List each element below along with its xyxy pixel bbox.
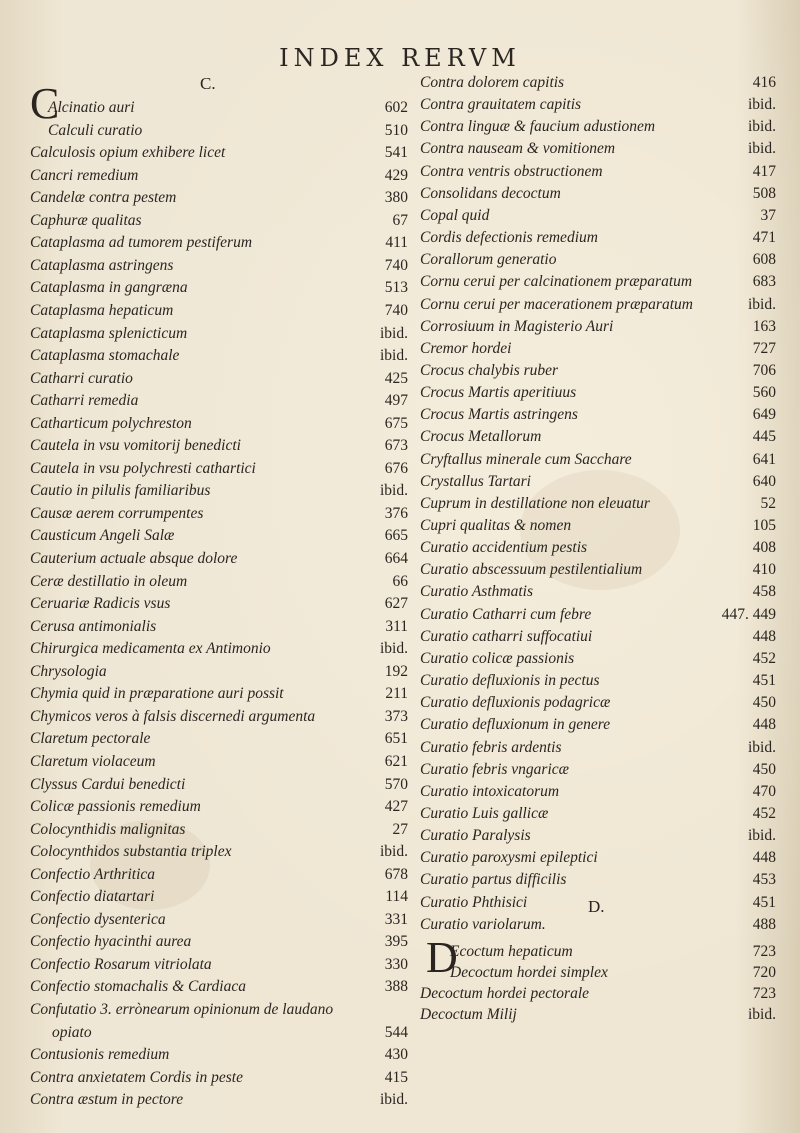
index-entry: [30, 232, 408, 254]
entry-page: 641: [752, 450, 776, 468]
entry-text: Contra anxietatem Cordis in peste: [30, 1068, 243, 1086]
entry-page: 664: [384, 550, 408, 567]
entry-text: Copal quid: [420, 206, 490, 224]
index-entry: [30, 638, 408, 660]
entry-text: Cataplasma ad tumorem pestiferum: [30, 234, 253, 252]
index-entry: [30, 390, 408, 412]
entry-text: Cautio in pilulis familiaribus: [30, 482, 211, 500]
entry-page: 67: [392, 211, 408, 229]
entry-page: ibid.: [748, 738, 776, 756]
entry-text: Decoctum hordei simplex: [450, 964, 608, 981]
entry-text: Cryftallus minerale cum Sacchare: [420, 450, 632, 468]
index-entry: [30, 503, 408, 525]
entry-text: Cupri qualitas & nomen: [420, 517, 572, 534]
entry-page: 673: [384, 437, 408, 455]
index-entry: [420, 183, 776, 205]
index-entry: [420, 94, 776, 116]
index-entry: [420, 426, 776, 448]
entry-text: Curatio abscessuum pestilentialium: [420, 561, 643, 579]
page-header: INDEX RERVM: [279, 44, 521, 72]
entry-text: Crocus chalybis ruber: [420, 361, 559, 379]
index-entry: [420, 803, 776, 825]
entry-text: Contra linguæ & faucium adustionem: [420, 118, 656, 136]
entry-page: 376: [384, 504, 408, 522]
entry-page: 429: [384, 166, 408, 184]
entry-page: 448: [752, 716, 776, 734]
entry-page: 723: [752, 943, 776, 960]
entry-page: 415: [384, 1068, 408, 1086]
entry-text: Chirurgica medicamenta ex Antimonio: [30, 640, 271, 658]
index-entry: [30, 841, 408, 863]
entry-page: 740: [384, 301, 408, 319]
index-entry: [420, 316, 776, 338]
entry-text: Catharri curatio: [30, 369, 133, 387]
entry-page: 192: [384, 662, 408, 680]
entry-page: 311: [385, 617, 408, 635]
index-entry: [30, 819, 408, 841]
entry-page: 373: [384, 707, 408, 725]
entry-text: Caphuræ qualitas: [30, 211, 142, 229]
index-entry: [420, 72, 776, 94]
entry-text: Contusionis remedium: [30, 1046, 170, 1064]
entry-page: 727: [752, 339, 776, 357]
entry-text: Curatio defluxionis in pectus: [420, 672, 600, 690]
index-entry: [420, 983, 776, 1005]
entry-page: 163: [752, 317, 776, 335]
index-entry: [30, 999, 408, 1021]
entry-text: Ceræ destillatio in oleum: [30, 572, 188, 590]
index-entry: [420, 294, 776, 316]
entry-page: 395: [384, 933, 408, 951]
entry-page: 627: [384, 595, 408, 613]
index-entry: [420, 161, 776, 183]
entry-page: 453: [752, 871, 776, 889]
index-entry: [420, 847, 776, 869]
entry-page: 488: [752, 915, 776, 933]
entry-page: 452: [752, 649, 776, 667]
dropcap-c: C: [30, 79, 60, 128]
index-entry: [420, 515, 776, 537]
index-entry: [30, 909, 408, 931]
entry-text: Corallorum generatio: [420, 251, 557, 269]
index-entry: [30, 751, 408, 773]
entry-page: 448: [752, 849, 776, 867]
entry-page: ibid.: [748, 140, 776, 158]
entry-page: 510: [384, 121, 408, 139]
index-entry: [30, 323, 408, 345]
dropcap-d: D: [426, 933, 458, 982]
entry-text: Cornu cerui per macerationem præparatum: [420, 295, 693, 313]
entry-page: ibid.: [748, 118, 776, 136]
index-entry: [420, 404, 776, 426]
entry-page: 602: [384, 99, 408, 116]
entry-text: Colocynthidos substantia triplex: [30, 843, 232, 861]
entry-page: 380: [384, 189, 408, 207]
entry-page: 683: [752, 273, 776, 291]
entry-text: Curatio febris ardentis: [420, 738, 562, 756]
entry-page: ibid.: [380, 843, 408, 861]
entry-page: 448: [752, 627, 776, 645]
index-entry: [420, 205, 776, 227]
entry-text: Confectio hyacinthi aurea: [30, 933, 192, 951]
entry-text: Catharticum polychreston: [30, 414, 192, 432]
entry-page: 451: [752, 672, 776, 690]
index-entry: [30, 458, 408, 480]
entry-text: Cataplasma astringens: [30, 256, 174, 274]
index-entry: [420, 227, 776, 249]
entry-page: 451: [752, 893, 776, 911]
index-entry: [420, 759, 776, 781]
index-entry: [30, 142, 408, 164]
index-entry: [420, 138, 776, 160]
entry-text: Ceruariæ Radicis vsus: [30, 595, 171, 613]
entry-text: Chymia quid in præparatione auri possit: [30, 685, 284, 703]
entry-text: Curatio Luis gallicæ: [420, 804, 549, 822]
index-entry: [420, 581, 776, 603]
index-entry: [420, 941, 776, 963]
entry-page: 430: [384, 1046, 408, 1064]
index-entry: [30, 525, 408, 547]
entry-text: Colocynthidis malignitas: [30, 820, 186, 838]
entry-text: Curatio paroxysmi epileptici: [420, 849, 598, 867]
index-entry: [30, 300, 408, 322]
entry-text: Contra æstum in pectore: [30, 1091, 184, 1109]
entry-text: Claretum violaceum: [30, 752, 156, 770]
entry-text: Confectio Rosarum vitriolata: [30, 955, 212, 973]
entry-text: Cerusa antimonialis: [30, 617, 157, 635]
index-entry: [420, 962, 776, 984]
entry-text: Curatio intoxicatorum: [420, 782, 560, 800]
index-entry: [30, 616, 408, 638]
entry-text: Confectio Arthritica: [30, 865, 155, 883]
entry-page: 37: [760, 206, 776, 224]
entry-text: Curatio Phthisici: [420, 893, 528, 911]
index-entry: [30, 255, 408, 277]
index-entry: [30, 796, 408, 818]
entry-text: Clyssus Cardui benedicti: [30, 775, 186, 793]
index-entry: [420, 670, 776, 692]
entry-page: 331: [384, 910, 408, 928]
entry-page: ibid.: [380, 347, 408, 365]
entry-page: 513: [384, 279, 408, 297]
entry-text: Corrosiuum in Magisterio Auri: [420, 317, 614, 335]
entry-text: Confectio stomachalis & Cardiaca: [30, 978, 246, 996]
index-entry: [30, 1067, 408, 1089]
entry-page: 608: [752, 251, 776, 269]
entry-text: opiato: [52, 1023, 92, 1041]
entry-page: ibid.: [748, 827, 776, 845]
entry-text: Cornu cerui per calcinationem præparatum: [420, 273, 693, 291]
entry-text: Cauterium actuale absque dolore: [30, 550, 238, 567]
entry-page: 740: [384, 256, 408, 274]
index-entry: [30, 976, 408, 998]
index-entry: [420, 382, 776, 404]
entry-page: 416: [752, 74, 776, 91]
index-entry: [30, 120, 408, 142]
entry-text: Cautela in vsu vomitorij benedicti: [30, 437, 241, 455]
index-entry: [420, 737, 776, 759]
index-entry: [30, 886, 408, 908]
index-entry: [420, 1004, 776, 1026]
index-entry: [30, 548, 408, 570]
index-entry: [420, 781, 776, 803]
entry-page: 544: [384, 1023, 408, 1041]
entry-page: 452: [752, 804, 776, 822]
index-entry: [420, 249, 776, 271]
entry-page: 675: [384, 414, 408, 432]
entry-text: Curatio partus difficilis: [420, 871, 567, 889]
entry-text: Causticum Angeli Salæ: [30, 527, 175, 545]
index-entry: [420, 360, 776, 382]
entry-page: 471: [752, 229, 776, 247]
entry-page: 52: [760, 494, 776, 512]
entry-page: ibid.: [380, 1091, 408, 1109]
index-entry: [30, 774, 408, 796]
index-entry: [30, 661, 408, 683]
index-entry: [420, 648, 776, 670]
entry-text: Cautela in vsu polychresti cathartici: [30, 459, 256, 477]
entry-page: 27: [392, 820, 408, 838]
entry-page: 388: [384, 978, 408, 996]
entry-page: 508: [752, 184, 776, 202]
index-entry: [420, 116, 776, 138]
entry-page: 570: [384, 775, 408, 793]
index-entry: [30, 480, 408, 502]
index-entry: [30, 571, 408, 593]
entry-text: Curatio Paralysis: [420, 827, 531, 845]
entry-page: 560: [752, 384, 776, 402]
entry-page: 640: [752, 472, 776, 490]
entry-text: Curatio colicæ passionis: [420, 649, 575, 667]
index-entry: [420, 626, 776, 648]
index-entry: [30, 187, 408, 209]
section-letter-c: C.: [200, 74, 216, 93]
entry-text: Chrysologia: [30, 662, 107, 680]
entry-text: Decoctum Milij: [420, 1006, 517, 1023]
entry-page: 105: [752, 517, 776, 534]
entry-page: 649: [752, 406, 776, 424]
entry-text: Candelæ contra pestem: [30, 189, 177, 207]
entry-page: 665: [384, 527, 408, 545]
index-entry: [30, 931, 408, 953]
entry-page: ibid.: [380, 640, 408, 658]
index-entry: [420, 869, 776, 891]
entry-page: 678: [384, 865, 408, 883]
entry-page: 417: [752, 162, 776, 180]
index-entry: [420, 493, 776, 515]
entry-text: Crocus Martis astringens: [420, 406, 578, 424]
entry-page: 427: [384, 798, 408, 816]
index-entry: [30, 97, 408, 119]
index-entry: [30, 165, 408, 187]
entry-text: Cuprum in destillatione non eleuatur: [420, 494, 650, 512]
index-entry: [30, 345, 408, 367]
entry-text: Contra nauseam & vomitionem: [420, 140, 616, 158]
entry-page: ibid.: [748, 295, 776, 313]
entry-page: ibid.: [748, 1006, 776, 1023]
entry-text: Cataplasma hepaticum: [30, 301, 174, 319]
entry-text: Curatio accidentium pestis: [420, 539, 588, 557]
index-entry: [420, 338, 776, 360]
index-entry: [420, 714, 776, 736]
entry-page: 330: [384, 955, 408, 973]
entry-page: 706: [752, 361, 776, 379]
index-entry: [420, 471, 776, 493]
entry-text: Cancri remedium: [30, 166, 139, 184]
entry-text: Decoctum hordei pectorale: [420, 985, 590, 1002]
entry-text: Claretum pectorale: [30, 730, 151, 748]
entry-text: Cordis defectionis remedium: [420, 229, 598, 247]
entry-page: 497: [384, 392, 408, 410]
index-entry: [30, 210, 408, 232]
entry-page: 425: [384, 369, 408, 387]
entry-page: 676: [384, 459, 408, 477]
entry-page: 458: [752, 583, 776, 601]
entry-text: Alcinatio auri: [48, 99, 135, 116]
index-entry: [420, 692, 776, 714]
index-entry: [30, 413, 408, 435]
entry-text: Confectio diatartari: [30, 888, 155, 906]
section-letter-d: D.: [588, 897, 605, 916]
index-entry: [30, 728, 408, 750]
entry-page: 114: [385, 888, 408, 906]
entry-text: Colicæ passionis remedium: [30, 798, 201, 816]
entry-text: Cataplasma splenicticum: [30, 324, 188, 342]
entry-text: Curatio defluxionum in genere: [420, 716, 611, 734]
entry-text: Curatio defluxionis podagricæ: [420, 694, 611, 712]
index-entry: [30, 368, 408, 390]
entry-text: Contra dolorem capitis: [420, 74, 565, 91]
entry-page: 541: [384, 144, 408, 162]
entry-page: ibid.: [748, 96, 776, 114]
entry-page: 408: [752, 539, 776, 557]
entry-text: Curatio variolarum.: [420, 915, 546, 933]
entry-text: Chymicos veros à falsis discernedi argumenta: [30, 707, 316, 725]
index-entry: [30, 706, 408, 728]
index-entry: [30, 1089, 408, 1111]
entry-text: Curatio Catharri cum febre: [420, 605, 592, 623]
index-entry: [30, 277, 408, 299]
entry-page: 621: [384, 752, 408, 770]
entry-page: 450: [752, 760, 776, 778]
entry-text: Contra grauitatem capitis: [420, 96, 582, 114]
entry-text: Curatio Asthmatis: [420, 583, 533, 601]
entry-page: 723: [752, 985, 776, 1002]
entry-text: Catharri remedia: [30, 392, 139, 410]
index-entry: [420, 559, 776, 581]
entry-text: Crocus Martis aperitiuus: [420, 384, 577, 402]
index-entry: [30, 864, 408, 886]
entry-text: Cataplasma in gangræna: [30, 279, 188, 297]
index-entry: [30, 1044, 408, 1066]
entry-text: Crocus Metallorum: [420, 428, 542, 446]
index-entry: [420, 271, 776, 293]
entry-page: 470: [752, 782, 776, 800]
index-entry: [30, 435, 408, 457]
index-entry: [420, 449, 776, 471]
index-entry: [420, 825, 776, 847]
entry-text: Calculosis opium exhibere licet: [30, 144, 226, 162]
entry-text: Causæ aerem corrumpentes: [30, 504, 204, 522]
entry-page: 410: [752, 561, 776, 579]
index-entry: [420, 537, 776, 559]
entry-page: 720: [752, 964, 776, 981]
index-entry: [30, 683, 408, 705]
entry-text: Curatio febris vngaricæ: [420, 760, 569, 778]
entry-text: Confutatio 3. errònearum opinionum de laudano: [30, 1001, 334, 1018]
index-entry: [30, 1022, 408, 1044]
index-entry: [30, 593, 408, 615]
entry-page: 66: [392, 572, 408, 590]
entry-page: 411: [385, 234, 408, 252]
entry-text: Ecoctum hepaticum: [450, 943, 573, 960]
index-entry: [30, 954, 408, 976]
entry-text: Consolidans decoctum: [420, 184, 561, 202]
entry-page: ibid.: [380, 482, 408, 500]
entry-page: 211: [385, 685, 408, 703]
index-entry: [420, 604, 776, 626]
entry-page: ibid.: [380, 324, 408, 342]
entry-page: 447. 449: [721, 605, 776, 623]
entry-text: Crystallus Tartari: [420, 472, 531, 490]
entry-page: 445: [752, 428, 776, 446]
entry-text: Cremor hordei: [420, 339, 512, 357]
entry-text: Calculi curatio: [48, 121, 143, 139]
entry-page: 651: [384, 730, 408, 748]
entry-text: Cataplasma stomachale: [30, 347, 180, 365]
entry-text: Contra ventris obstructionem: [420, 162, 603, 180]
entry-page: 450: [752, 694, 776, 712]
entry-text: Confectio dysenterica: [30, 910, 166, 928]
entry-text: Curatio catharri suffocatiui: [420, 627, 593, 645]
